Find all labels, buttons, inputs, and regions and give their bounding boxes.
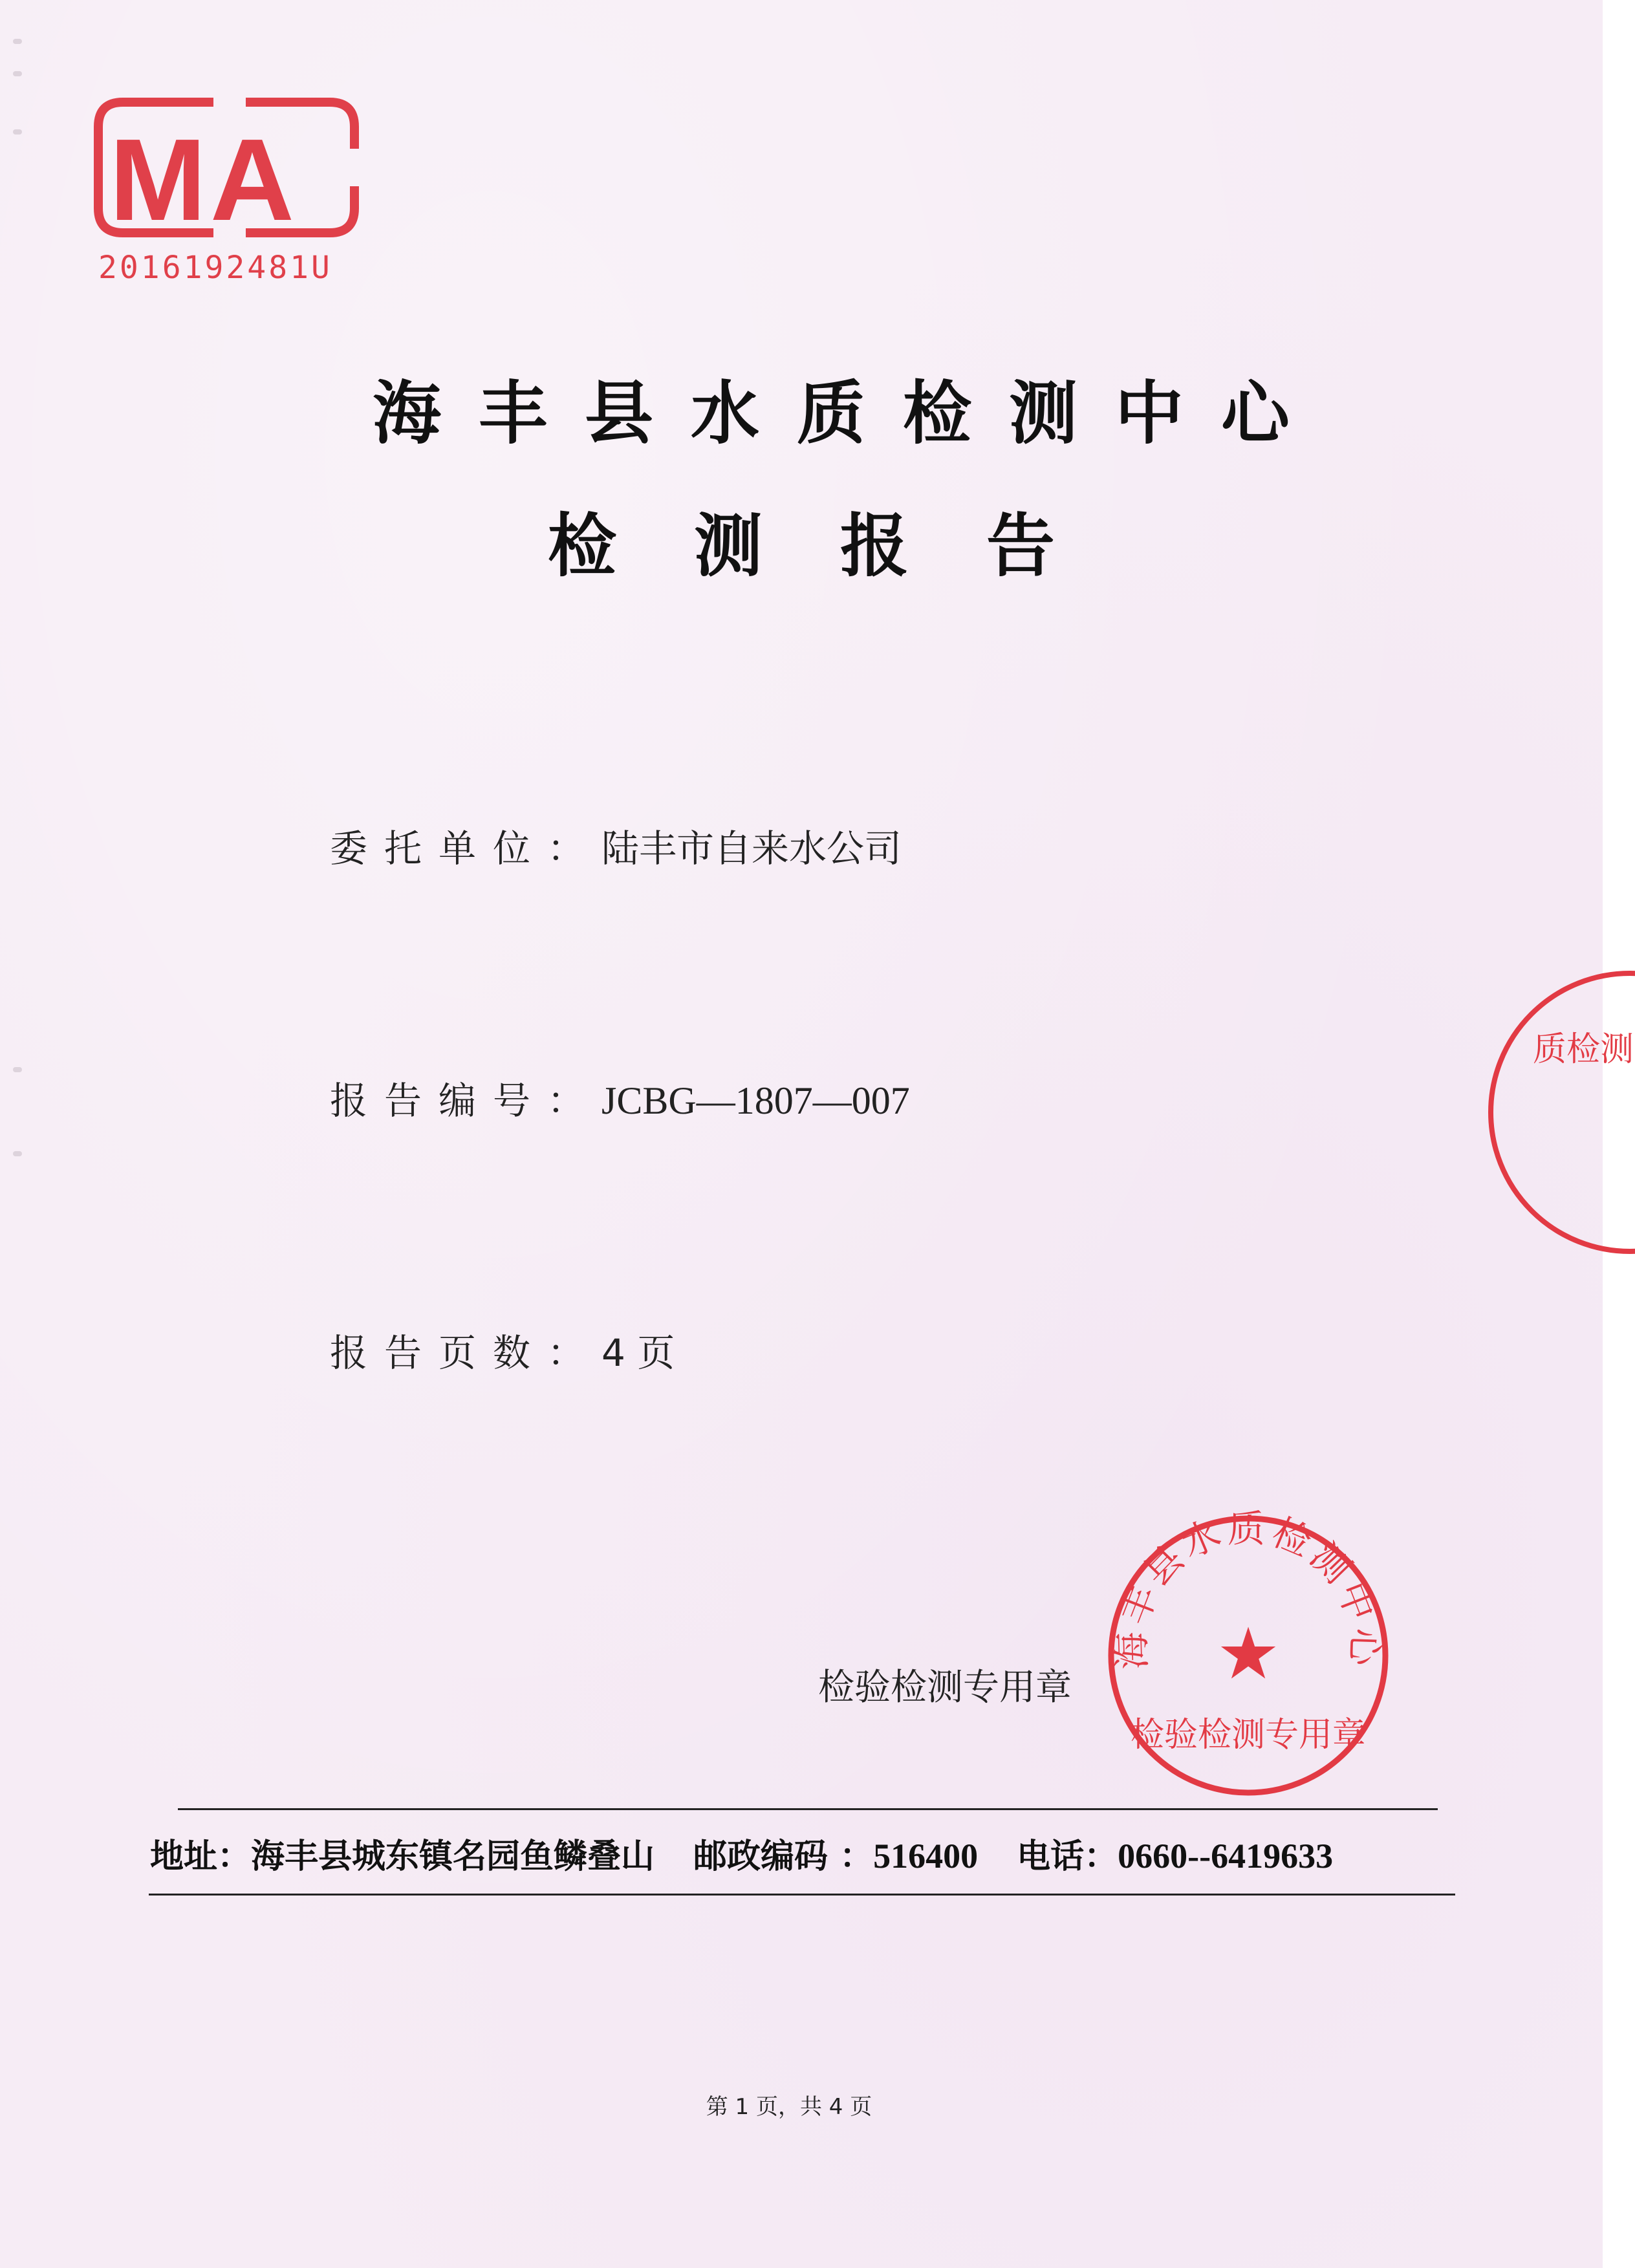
postcode-label: 邮政编码 ： [693,1837,874,1876]
footer-rule-bottom [149,1894,1455,1895]
phone-label: 电话： [1017,1837,1118,1876]
punch-hole [13,129,22,135]
phone-value: 0660--6419633 [1118,1837,1334,1875]
seal-inner-text: 检验检测专用章 [1130,1716,1367,1755]
footer-rule-top [178,1808,1438,1810]
document-title: 海丰县水质检测中心 [373,374,1327,453]
document-subtitle: 检测报告 [548,506,1132,586]
page-number: 第 1 页，共 4 页 [706,2094,872,2120]
field-page-count-label: 报告页数： [330,1331,602,1375]
edge-seal-text: 质检测 [1533,1030,1634,1069]
cma-number: 2016192481U [98,250,332,286]
cma-stamp [84,84,369,297]
seal-caption: 检验检测专用章 [818,1667,1072,1709]
footer-contact [150,1829,1333,1877]
punch-hole [13,1067,22,1072]
punch-hole [13,39,22,44]
address-label: 地址： [150,1837,252,1876]
postcode-value: 516400 [873,1837,979,1875]
field-report-number-value: JCBG—1807—007 [601,1079,910,1122]
seal-ring-text: 海丰县水质检测中心 [1109,1507,1387,1670]
field-client [330,818,902,872]
cma-letters: MA [109,115,298,245]
address-value: 海丰县城东镇名园鱼鳞叠山 [251,1837,655,1876]
field-report-number-label: 报告编号： [330,1079,602,1123]
field-page-count [330,1323,675,1377]
punch-hole [13,71,22,76]
seal-star-icon: ★ [1216,1612,1281,1695]
edge-seal [1481,964,1634,1261]
field-client-label: 委托单位： [330,826,602,870]
field-client-value: 陆丰市自来水公司 [601,826,902,870]
field-report-number [330,1070,910,1125]
official-seal [1099,1507,1397,1804]
field-page-count-value: 4 页 [601,1331,675,1375]
punch-hole [13,1151,22,1156]
